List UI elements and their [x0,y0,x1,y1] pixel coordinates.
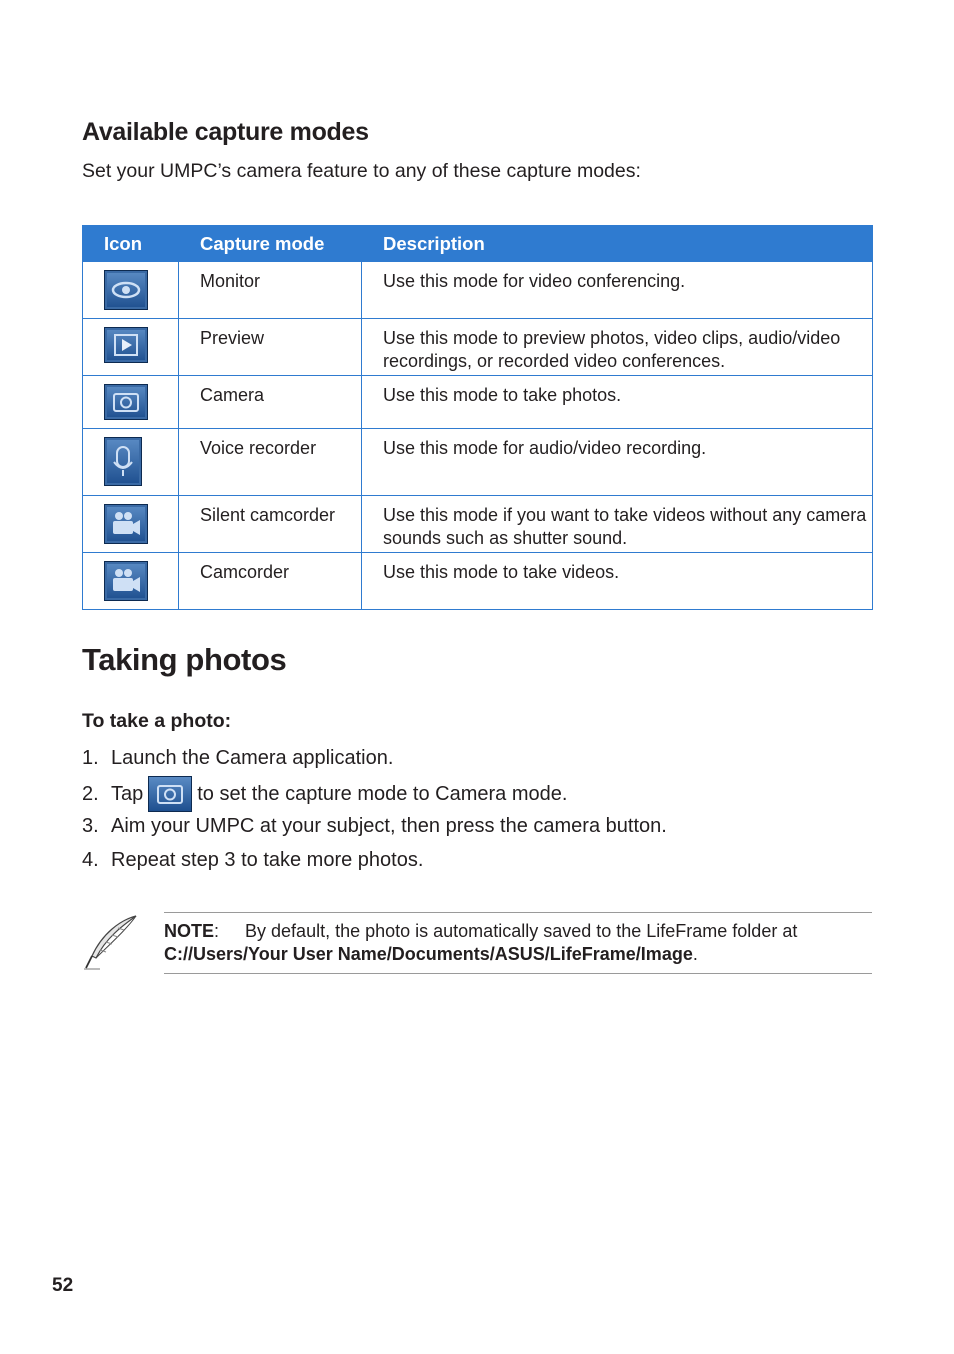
mode-description: Use this mode for audio/video recording. [362,429,873,496]
mode-description: Use this mode to preview photos, video clips, audio/video recordings, or recorded video conferences. [362,319,873,376]
step-text: Aim your UMPC at your subject, then press the camera button. [111,815,667,837]
note-label: NOTE [164,921,215,941]
preview-mode-icon [104,327,148,363]
mode-name: Camera [179,376,362,429]
step-number: 1. [82,747,99,769]
monitor-mode-icon [104,270,148,310]
page-title: Taking photos [82,642,287,677]
table-row [83,496,873,553]
note-separator: : [214,921,220,941]
table-row [83,553,873,610]
table-header-row [83,226,873,262]
steps-heading: To take a photo: [82,710,232,732]
table-row [83,319,873,376]
step-number: 2. [82,782,99,805]
mode-name: Preview [179,319,362,376]
table-row [83,262,873,319]
table-row [83,376,873,429]
step-item [82,849,423,872]
step-item [82,815,667,838]
step-text: Tap [111,782,144,805]
capture-modes-table [82,225,873,610]
page-number: 52 [52,1275,74,1296]
mode-description: Use this mode for video conferencing. [362,262,873,319]
step-text: Repeat step 3 to take more photos. [111,849,424,871]
mode-description: Use this mode to take photos. [362,376,873,429]
note-text: By default, the photo is automatically saved to the LifeFrame folder at [245,921,798,941]
camera-mode-icon [104,384,148,420]
step-number: 3. [82,815,99,837]
step-item [82,776,567,812]
silent-camcorder-mode-icon [104,504,148,544]
step-item [82,747,393,770]
mode-name: Camcorder [179,553,362,610]
header-description: Description [362,226,873,262]
intro-text: Set your UMPC’s camera feature to any of these capture modes: [82,160,641,182]
mode-name: Silent camcorder [179,496,362,553]
mode-name: Voice recorder [179,429,362,496]
voice-recorder-mode-icon [104,437,142,486]
step-text: to set the capture mode to Camera mode. [197,782,568,805]
mode-description: Use this mode if you want to take videos without any camera sounds such as shutter sound. [362,496,873,553]
step-number: 4. [82,849,99,871]
section-heading: Available capture modes [82,118,369,146]
table-row [83,429,873,496]
camcorder-mode-icon [104,561,148,601]
step-text: Launch the Camera application. [111,747,394,769]
quill-pen-icon [80,912,140,972]
note-end: . [692,944,698,964]
mode-description: Use this mode to take videos. [362,553,873,610]
mode-name: Monitor [179,262,362,319]
camera-mode-icon [148,776,192,812]
header-capture-mode: Capture mode [179,226,362,262]
note-box [164,912,872,974]
header-icon: Icon [83,226,179,262]
note-path: C://Users/Your User Name/Documents/ASUS/LifeFrame/Image [164,944,693,964]
